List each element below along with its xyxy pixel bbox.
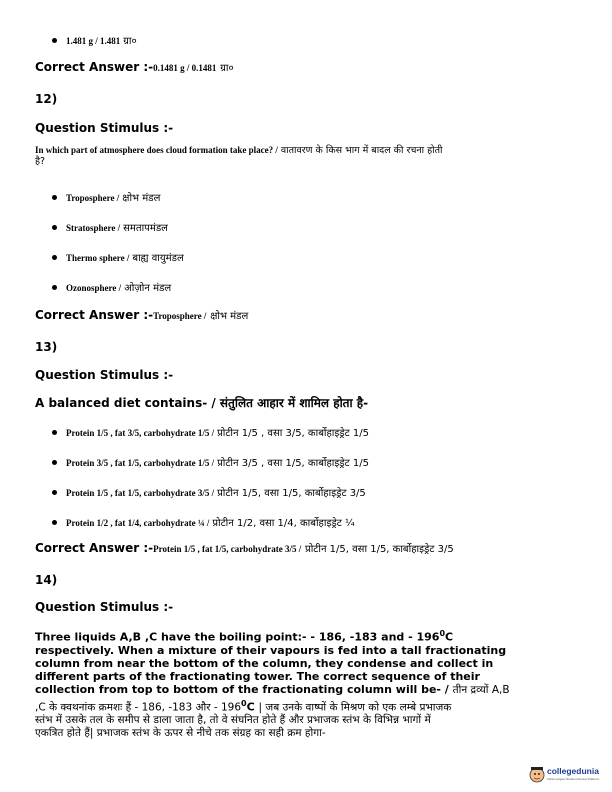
bullet-icon xyxy=(52,430,57,435)
bullet-icon xyxy=(52,520,57,525)
collegedunia-logo xyxy=(528,764,598,786)
option-en: Troposphere / xyxy=(66,193,120,203)
option-item xyxy=(52,280,171,294)
question-number: 13) xyxy=(35,340,58,354)
option-hi: प्रोटीन 1/5 , वसा 3/5, कार्बोहाइड्रेट 1/5 xyxy=(217,428,369,439)
option-en: Thermo sphere / xyxy=(66,253,130,263)
question-line-text: Three liquids A,B ,C have the boiling point:- - 186, -183 and - 196 xyxy=(35,630,440,644)
correct-answer-en: Protein 1/5 , fat 1/5, carbohydrate 3/5 / xyxy=(153,544,302,554)
option-hi: ओज़ोन मंडल xyxy=(124,283,172,294)
bullet-icon xyxy=(52,225,57,230)
superscript: 0 xyxy=(439,629,446,638)
question-text xyxy=(35,627,580,740)
option-en: Stratosphere / xyxy=(66,223,121,233)
option-item xyxy=(52,485,366,499)
question-line: respectively. When a mixture of their vapours is fed into a tall fractionating xyxy=(35,643,507,657)
correct-answer xyxy=(35,308,248,322)
correct-answer-hi: प्रोटीन 1/5, वसा 1/5, कार्बोहाइड्रेट 3/5 xyxy=(305,544,454,555)
question-number: 14) xyxy=(35,573,58,587)
question-line-hi: ,C के क्वथनांक क्रमशः हैं - 186, -183 और - 196 xyxy=(35,701,242,714)
option-en: Protein 3/5 , fat 1/5, carbohydrate 1/5 / xyxy=(66,458,215,468)
question-text: A balanced diet contains- / संतुलित आहार में शामिल होता है- xyxy=(35,396,369,410)
option-en: 1.481 g / 1.481 xyxy=(66,36,121,46)
question-text-en: In which part of atmosphere does cloud formation take place? / xyxy=(35,145,278,155)
correct-answer-label: Correct Answer :- xyxy=(35,60,154,74)
question-number: 12) xyxy=(35,92,58,106)
question-line xyxy=(35,697,580,715)
option-item xyxy=(52,515,355,529)
bullet-icon xyxy=(52,490,57,495)
option-item xyxy=(52,33,137,47)
bullet-icon xyxy=(52,195,57,200)
question-stimulus-label: Question Stimulus :- xyxy=(35,600,174,614)
option-en: Protein 1/5 , fat 1/5, carbohydrate 3/5 / xyxy=(66,488,215,498)
question-line: स्तंभ में उसके तल के समीप से डाला जाता है, तो वे संघनित होते हैं और प्रभाजक स्तंभ के विभिन्न भागों में xyxy=(35,714,431,727)
question-line-text: collection from top to bottom of the fractionating column will be- / xyxy=(35,682,449,696)
logo-tagline: India's largest Student Review Platform xyxy=(547,777,600,781)
option-item xyxy=(52,250,184,264)
option-hi: प्रोटीन 1/2, वसा 1/4, कार्बोहाइड्रेट ¼ xyxy=(212,518,355,529)
correct-answer-hi: क्षोभ मंडल xyxy=(210,311,249,322)
option-item xyxy=(52,220,168,234)
correct-answer-en: 0.1481 g / 0.1481 xyxy=(153,63,217,73)
correct-answer-en: Troposphere / xyxy=(153,311,207,321)
question-line xyxy=(35,627,580,644)
option-item xyxy=(52,190,160,204)
question-text xyxy=(35,145,580,167)
option-hi: समतापमंडल xyxy=(123,223,168,234)
option-hi: बाह्य वायुमंडल xyxy=(132,253,184,264)
question-stimulus-label: Question Stimulus :- xyxy=(35,368,174,382)
question-text-hi-cont: है? xyxy=(35,156,46,167)
question-line xyxy=(35,683,580,697)
option-en: Protein 1/5 , fat 3/5, carbohydrate 1/5 / xyxy=(66,428,215,438)
question-line-text: C xyxy=(246,700,255,714)
option-item xyxy=(52,425,369,439)
option-hi: क्षोभ मंडल xyxy=(122,193,161,204)
option-hi: प्रोटीन 1/5, वसा 1/5, कार्बोहाइड्रेट 3/5 xyxy=(217,488,366,499)
bullet-icon xyxy=(52,38,57,43)
question-text-hi: वातावरण के किस भाग में बादल की रचना होती xyxy=(280,145,443,156)
option-en: Ozonosphere / xyxy=(66,283,122,293)
correct-answer-label: Correct Answer :- xyxy=(35,541,154,555)
question-stimulus-label: Question Stimulus :- xyxy=(35,121,174,135)
bullet-icon xyxy=(52,460,57,465)
correct-answer-label: Correct Answer :- xyxy=(35,308,154,322)
question-line: different parts of the fractionating tower. The correct sequence of their xyxy=(35,669,480,683)
superscript: 0 xyxy=(241,698,247,708)
question-line-hi: तीन द्रव्यों A,B xyxy=(452,683,510,696)
correct-answer xyxy=(35,541,454,555)
logo-text: collegedunia xyxy=(547,766,599,776)
correct-answer xyxy=(35,60,234,74)
option-en: Protein 1/2 , fat 1/4, carbohydrate ¼ / xyxy=(66,518,210,528)
question-line-hi: | जब उनके वाष्पों के मिश्रण को एक लम्बे प्रभाजक xyxy=(258,701,452,714)
question-line: एकत्रित होते हैं| प्रभाजक स्तंभ के ऊपर से नीचे तक संग्रह का सही क्रम होगा- xyxy=(35,727,326,740)
correct-answer-hi: ग्रा० xyxy=(220,63,234,74)
option-hi: प्रोटीन 3/5 , वसा 1/5, कार्बोहाइड्रेट 1/5 xyxy=(217,458,369,469)
bullet-icon xyxy=(52,255,57,260)
bullet-icon xyxy=(52,285,57,290)
question-line-text: C xyxy=(445,630,454,644)
question-line: column from near the bottom of the column, they condense and collect in xyxy=(35,656,494,670)
option-hi: ग्रा० xyxy=(123,36,137,47)
option-item xyxy=(52,455,369,469)
